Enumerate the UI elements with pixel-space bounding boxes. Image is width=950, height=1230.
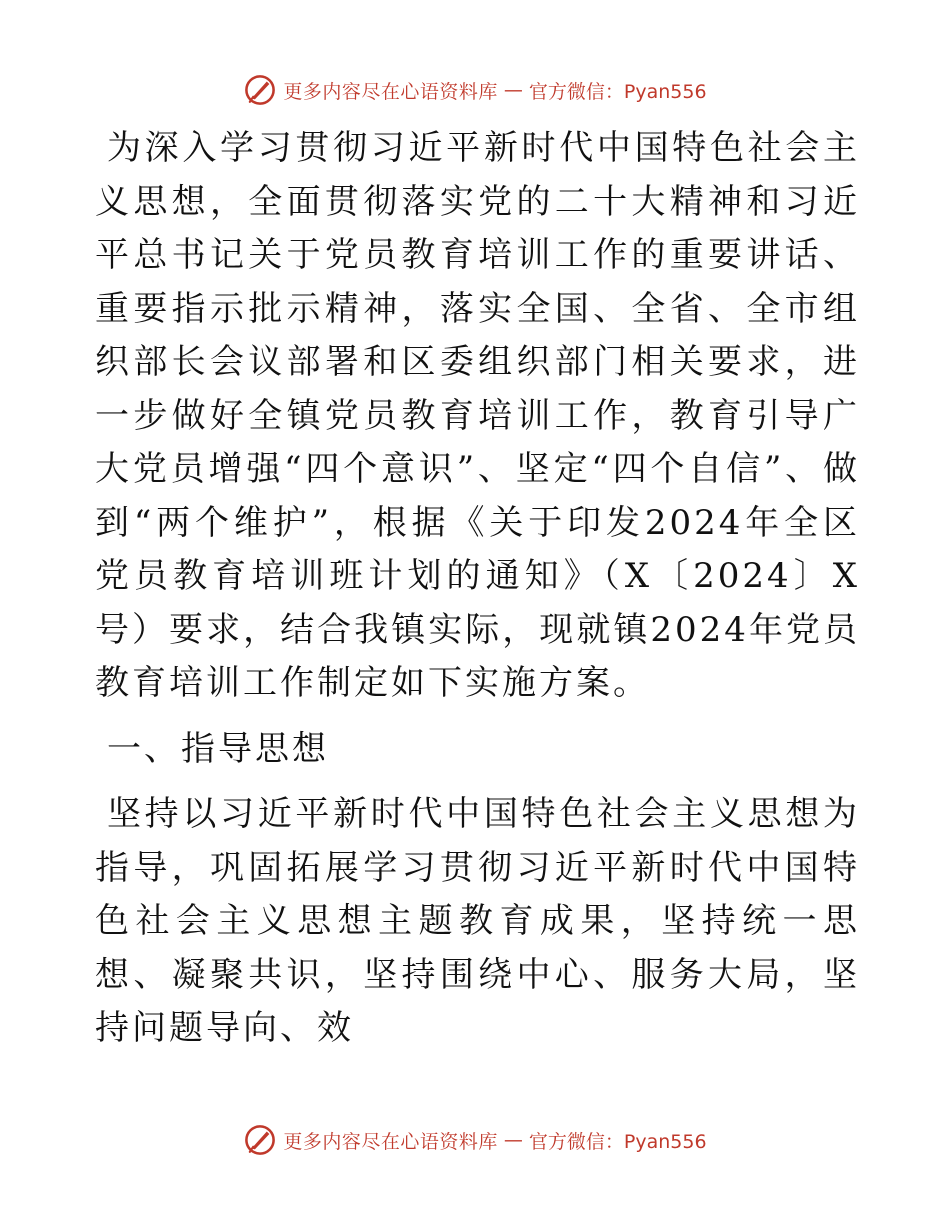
paragraph-guiding-ideology: 坚持以习近平新时代中国特色社会主义思想为指导，巩固拓展学习贯彻习近平新时代中国特色社会主义思想主题教育成果，坚持统一思想、凝聚共识，坚持围绕中心、服务大局，坚持问题导向、效 — [95, 794, 860, 1048]
section-heading-guiding-ideology: 一、指导思想 — [107, 728, 329, 769]
feather-pen-logo-icon — [243, 73, 277, 107]
watermark-contact: 官方微信：Pyan556 — [528, 80, 707, 103]
watermark-main-text: 更多内容尽在心语资料库 — [283, 1130, 498, 1153]
watermark-contact: 官方微信：Pyan556 — [528, 1130, 707, 1153]
watermark-main-text: 更多内容尽在心语资料库 — [283, 80, 498, 103]
watermark-header — [0, 70, 950, 110]
document-body — [95, 122, 860, 1056]
paragraph-intro: 为深入学习贯彻习近平新时代中国特色社会主义思想，全面贯彻落实党的二十大精神和习近平总书记关于党员教育培训工作的重要讲话、重要指示批示精神，落实全国、全省、全市组织部长会议部署和区委组织部门相关要求，进一步做好全镇党员教育培训工作，教育引导广大党员增强“四个意识”、坚定“四个自信”、做到“两个维护”，根据《关于印发2024年全区党员教育培训班计划的通知》（X〔2024〕X号）要求，结合我镇实际，现就镇2024年党员教育培训工作制定如下实施方案。 — [95, 128, 860, 703]
watermark-separator: — — [503, 1129, 523, 1151]
watermark-footer — [0, 1120, 950, 1160]
watermark-separator: — — [503, 79, 523, 101]
feather-pen-logo-icon — [243, 1123, 277, 1157]
